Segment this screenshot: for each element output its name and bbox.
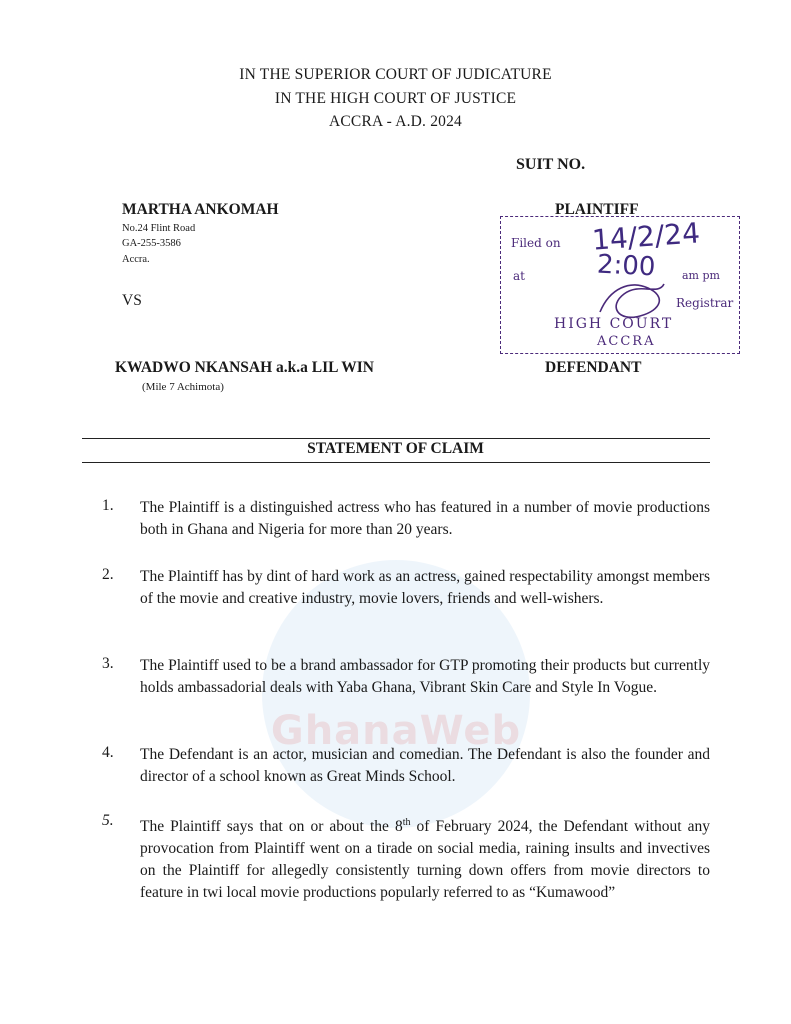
plaintiff-address-line: Accra. — [122, 254, 150, 265]
stamp-ampm: am pm — [682, 269, 720, 282]
versus-label: VS — [122, 292, 142, 309]
paragraph-text-part: of February 2024, the Defendant without any provocation from Plaintiff went on a tirade on social media, raining insults and invectives on the Plaintiff for allegedly consistently turning down offers from movie directors to feature in twi local movie productions popularly referred to as “Kumawood” — [140, 818, 710, 902]
paragraph-number: 3. — [102, 655, 114, 672]
stamp-at-value: 2:00 — [596, 249, 657, 283]
defendant-address: (Mile 7 Achimota) — [142, 381, 224, 393]
stamp-court-location: ACCRA — [597, 334, 656, 349]
title-top-rule — [82, 438, 710, 439]
paragraph-number: 5. — [102, 812, 114, 829]
paragraph-text-part: The Plaintiff says that on or about the 8 — [140, 818, 403, 836]
court-line-1: IN THE SUPERIOR COURT OF JUDICATURE — [239, 66, 552, 83]
court-line-2: IN THE HIGH COURT OF JUSTICE — [274, 90, 517, 107]
paragraph-number: 2. — [102, 566, 114, 583]
title-bottom-rule — [82, 462, 710, 463]
ordinal-suffix: th — [402, 817, 411, 828]
stamp-filed-on-value: 14/2/24 — [590, 216, 701, 257]
court-line-3: ACCRA - A.D. 2024 — [328, 113, 463, 130]
defendant-role: DEFENDANT — [545, 359, 642, 376]
paragraph-text — [140, 812, 710, 904]
paragraph-text: The Plaintiff used to be a brand ambassador for GTP promoting their products but currently holds ambassadorial deals with Yaba Ghana, Vibrant Skin Care and Style In Vogue. — [140, 657, 710, 696]
document-title: STATEMENT OF CLAIM — [307, 440, 484, 457]
stamp-registrar: Registrar — [676, 296, 734, 310]
suit-number-label: SUIT NO. — [516, 156, 586, 173]
plaintiff-address-line: GA-255-3586 — [122, 238, 181, 249]
defendant-name: KWADWO NKANSAH a.k.a LIL WIN — [115, 359, 374, 376]
watermark-text: GhanaWeb — [270, 708, 522, 754]
paragraph-number: 1. — [102, 497, 114, 514]
paragraph-text: The Plaintiff has by dint of hard work as an actress, gained respectability amongst members of the movie and creative industry, movie lovers, friends and well-wishers. — [140, 568, 710, 607]
plaintiff-role: PLAINTIFF — [555, 201, 639, 218]
stamp-court-name: HIGH COURT — [554, 316, 674, 332]
paragraph-text: The Plaintiff is a distinguished actress who has featured in a number of movie productions both in Ghana and Nigeria for more than 20 years. — [140, 499, 710, 538]
plaintiff-name: MARTHA ANKOMAH — [122, 201, 279, 218]
stamp-at-label: at — [513, 269, 525, 283]
stamp-filed-on-label: Filed on — [511, 236, 561, 250]
registrar-signature — [596, 276, 668, 322]
paragraph-text: The Defendant is an actor, musician and comedian. The Defendant is also the founder and director of a school known as Great Minds School. — [140, 746, 710, 785]
plaintiff-address-line: No.24 Flint Road — [122, 223, 196, 234]
paragraph-number: 4. — [102, 744, 114, 761]
